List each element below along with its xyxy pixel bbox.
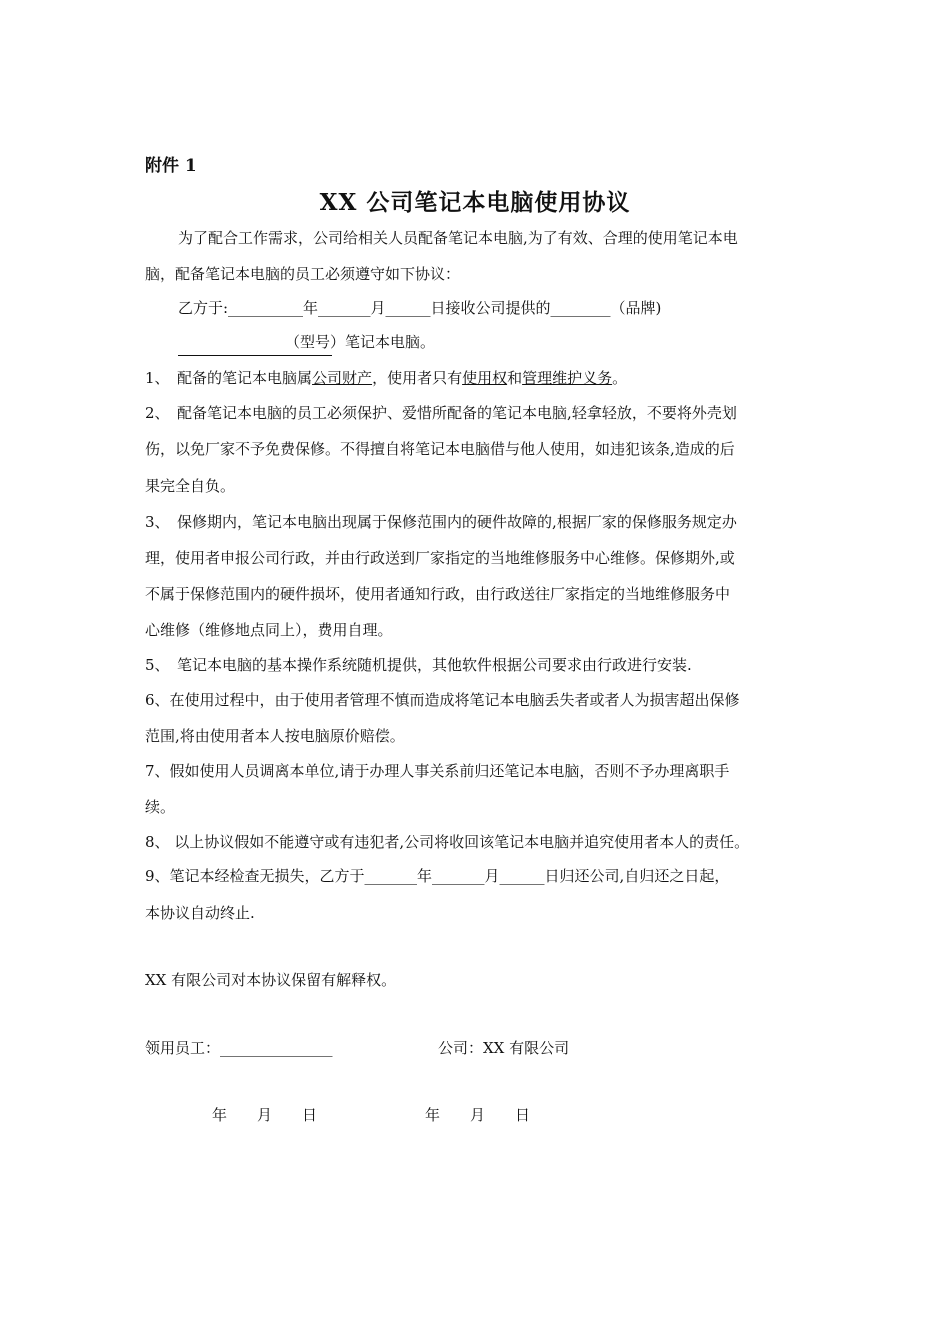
model-blank-line xyxy=(178,355,332,356)
clause-3-line-1: 3、 保修期内，笔记本电脑出现属于保修范围内的硬件故障的,根据厂家的保修服务规定办 xyxy=(145,513,737,531)
clause-6-line-1: 6、在使用过程中，由于使用者管理不慎而造成将笔记本电脑丢失者或者人为损害超出保修 xyxy=(145,691,740,709)
company-property-text: 公司财产 xyxy=(312,369,373,387)
intro-line-2: 脑，配备笔记本电脑的员工必须遵守如下协议： xyxy=(145,265,461,283)
employee-signature: 领用员工：_______________ xyxy=(145,1039,333,1057)
clause-5: 5、 笔记本电脑的基本操作系统随机提供，其他软件根据公司要求由行政进行安装. xyxy=(145,656,692,674)
clause-2-line-2: 伤，以免厂家不予免费保修。不得擅自将笔记本电脑借与他人使用，如违犯该条,造成的后 xyxy=(145,440,735,458)
clause-1-prefix: 1、 配备的笔记本电脑属 xyxy=(145,369,313,387)
clause-7-line-2: 续。 xyxy=(145,798,176,816)
intro-line-1: 为了配合工作需求，公司给相关人员配备笔记本电脑,为了有效、合理的使用笔记本电 xyxy=(178,229,738,247)
clause-3-line-3: 不属于保修范围内的硬件损坏，使用者通知行政，由行政送往厂家指定的当地维修服务中 xyxy=(145,585,731,603)
clause-9-line-2: 本协议自动终止. xyxy=(145,904,255,922)
clause-2-line-3: 果完全自负。 xyxy=(145,477,236,495)
clause-8: 8、 以上协议假如不能遵守或有违犯者,公司将收回该笔记本电脑并追究使用者本人的责任。 xyxy=(145,833,750,851)
clause-1-end: 。 xyxy=(612,369,628,387)
attachment-label: 附件 1 xyxy=(145,156,197,176)
clause-6-line-2: 范围,将由使用者本人按电脑原价赔偿。 xyxy=(145,727,405,745)
usage-right-text: 使用权 xyxy=(462,369,508,387)
receipt-line-1: 乙方于:__________年_______月______日接收公司提供的________（品牌) xyxy=(178,299,662,317)
clause-1-and: 和 xyxy=(507,369,523,387)
clause-3-line-2: 理，使用者申报公司行政，并由行政送到厂家指定的当地维修服务中心维修。保修期外,或 xyxy=(145,549,735,567)
clause-7-line-1: 7、假如使用人员调离本单位,请于办理人事关系前归还笔记本电脑，否则不予办理离职手 xyxy=(145,762,730,780)
company-signature: 公司：XX 有限公司 xyxy=(438,1039,570,1057)
clause-1-mid: ，使用者只有 xyxy=(372,369,463,387)
clause-9-line-1: 9、笔记本经检查无损失，乙方于_______年_______月______日归还公司,自归还之日起， xyxy=(145,867,730,885)
document-title: XX 公司笔记本电脑使用协议 xyxy=(319,189,631,216)
maintenance-duty-text: 管理维护义务 xyxy=(522,369,613,387)
reservation-statement: XX 有限公司对本协议保留有解释权。 xyxy=(145,971,397,989)
receipt-line-2: （型号）笔记本电脑。 xyxy=(285,333,436,351)
clause-1 xyxy=(145,368,627,388)
clause-3-line-4: 心维修（维修地点同上），费用自理。 xyxy=(145,621,393,639)
company-date: 年 月 日 xyxy=(425,1106,531,1124)
clause-2-line-1: 2、 配备笔记本电脑的员工必须保护、爱惜所配备的笔记本电脑,轻拿轻放，不要将外壳划 xyxy=(145,404,737,422)
employee-date: 年 月 日 xyxy=(212,1106,318,1124)
